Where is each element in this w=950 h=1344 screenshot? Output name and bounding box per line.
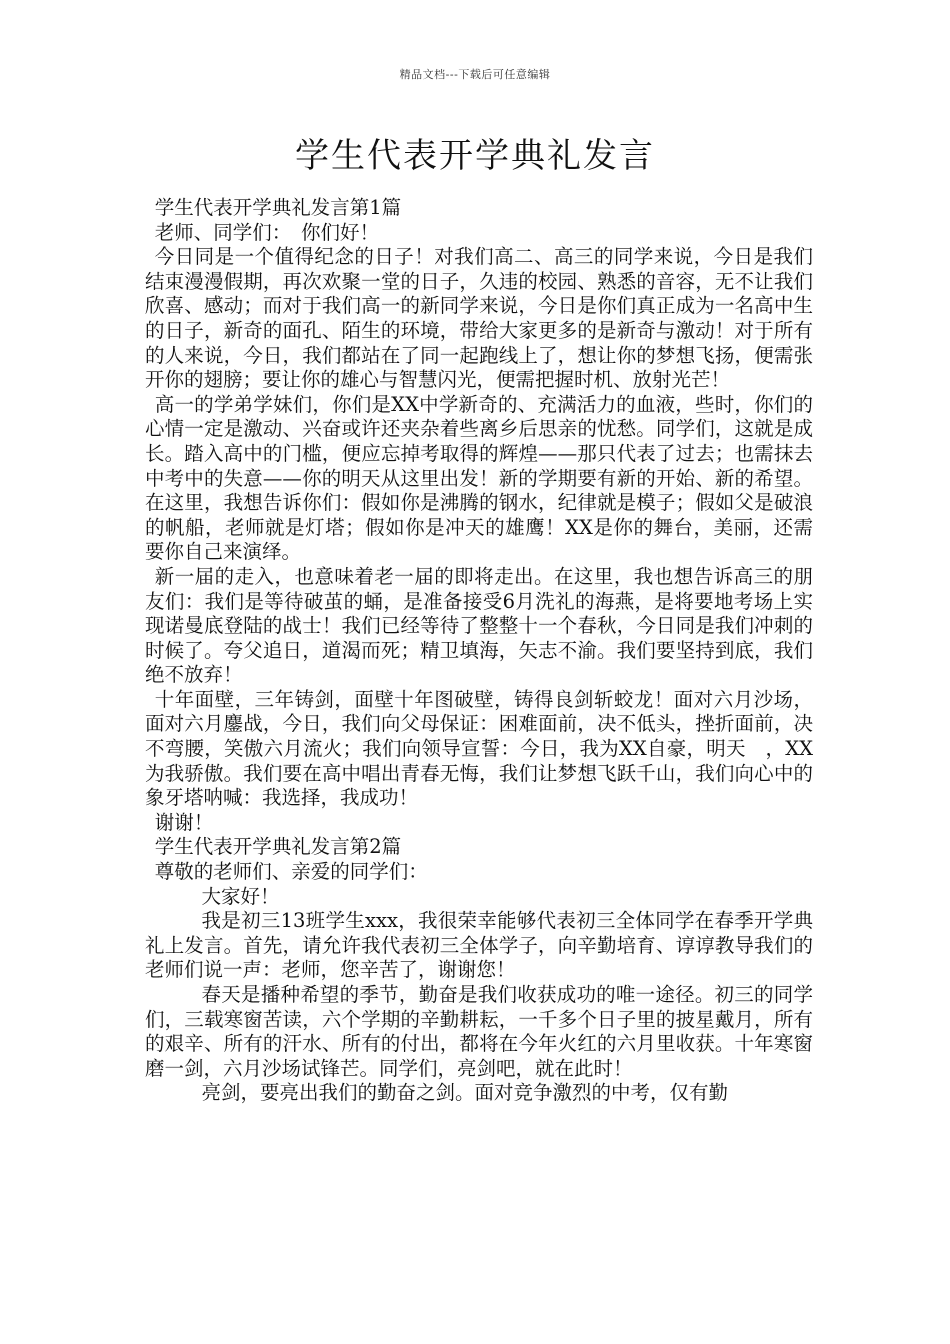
section-1-greeting: 老师、同学们： 你们好！ [154, 220, 380, 244]
section-2-paragraph: 春天是播种希望的季节，勤奋是我们收获成功的唯一途径。初三的同学们，三载寒窗苦读，六个学期的辛勤耕耘，一千多个日子里的披星戴月，所有的艰辛、所有的汗水、所有的付出，都将在今年火红的六月里收获。十年寒窗磨一剑，六月沙场试锋芒。同学们，亮剑吧，就在此时！ [145, 983, 813, 1080]
document-title: 学生代表开学典礼发言 [295, 136, 655, 176]
section-2-paragraph: 亮剑，要亮出我们的勤奋之剑。面对竞争激烈的中考，仅有勤 [201, 1081, 729, 1105]
section-2-heading: 学生代表开学典礼发言第2篇 [154, 835, 402, 859]
section-2-paragraph: 我是初三13班学生xxx，我很荣幸能够代表初三全体同学在春季开学典礼上发言。首先，请允许我代表初三全体学子，向辛勤培育、谆谆教导我们的老师们说一声：老师，您辛苦了，谢谢您！ [145, 909, 813, 982]
section-1-paragraph: 新一届的走入，也意味着老一届的即将走出。在这里，我也想告诉高三的朋友们：我们是等待破茧的蛹，是准备接受6月洗礼的海燕，是将要地考场上实现诺曼底登陆的战士！我们已经等待了整整十一个春秋，今日同是我们冲刺的时候了。夸父追日，道渴而死；精卫填海，矢志不渝。我们要坚持到底，我们绝不放弃！ [145, 564, 813, 687]
section-2-greeting: 尊敬的老师们、亲爱的同学们： [154, 860, 428, 884]
section-1-closing: 谢谢！ [154, 810, 214, 834]
section-1-paragraph: 今日同是一个值得纪念的日子！对我们高二、高三的同学来说，今日是我们结束漫漫假期，再次欢聚一堂的日子，久违的校园、熟悉的音容，无不让我们欣喜、感动；而对于我们高一的新同学来说，今日是你们真正成为一名高中生的日子，新奇的面孔、陌生的环境，带给大家更多的是新奇与激动！对于所有的人来说，今日，我们都站在了同一起跑线上了，想让你的梦想飞扬，便需张开你的翅膀；要让你的雄心与智慧闪光，便需把握时机、放射光芒！ [145, 245, 813, 392]
section-1-paragraph: 十年面壁，三年铸剑，面壁十年图破壁，铸得良剑斩蛟龙！面对六月沙场，面对六月鏖战，今日，我们向父母保证：困难面前，决不低头，挫折面前，决不弯腰，笑傲六月流火；我们向领导宣誓：今日，我为XX自豪，明天 ，XX为我骄傲。我们要在高中唱出青春无悔，我们让梦想飞跃千山，我们向心中的象牙塔呐喊：我选择，我成功！ [145, 687, 813, 810]
section-1-paragraph: 高一的学弟学妹们，你们是XX中学新奇的、充满活力的血液，些时，你们的心情一定是激动、兴奋或许还夹杂着些离乡后思亲的忧愁。同学们，这就是成长。踏入高中的门槛，便应忘掉考取得的辉煌——那只代表了过去；也需抹去中考中的失意——你的明天从这里出发！新的学期要有新的开始、新的希望。在这里，我想告诉你们：假如你是沸腾的钢水，纪律就是模子；假如父是破浪的帆船，老师就是灯塔；假如你是冲天的雄鹰！XX是你的舞台，美丽，还需要你自己来演绎。 [145, 392, 813, 564]
section-1-heading: 学生代表开学典礼发言第1篇 [154, 196, 402, 219]
document-body [145, 196, 813, 1106]
header-note: 精品文档---下载后可任意编辑 [399, 68, 551, 81]
section-2-hello: 大家好！ [201, 884, 280, 908]
